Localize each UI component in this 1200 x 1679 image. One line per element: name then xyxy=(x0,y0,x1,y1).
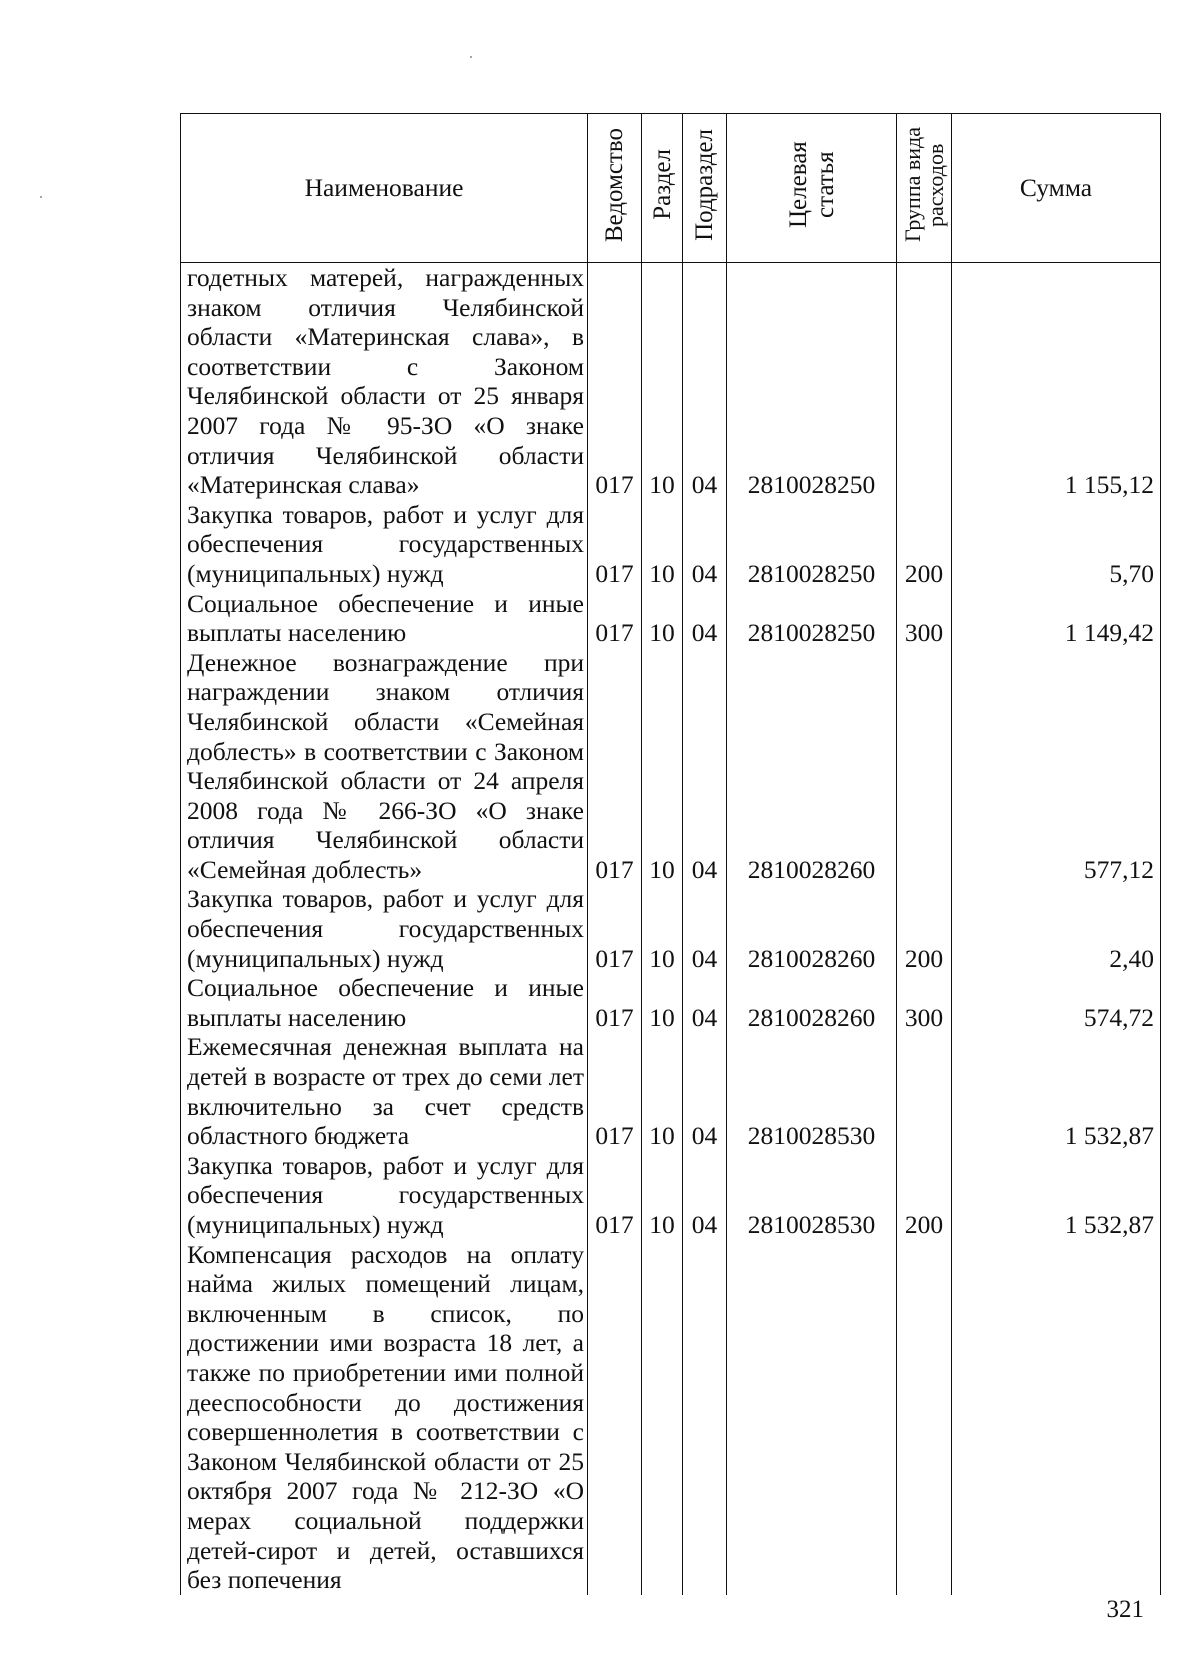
row-celevaya-cell: 2810028250 xyxy=(727,263,897,500)
row-summa-cell: 2,40 xyxy=(952,884,1161,973)
row-vedomstvo-cell: 017 xyxy=(588,263,642,500)
row-summa-cell: 1 532,87 xyxy=(952,1032,1161,1150)
table-row xyxy=(181,884,1161,973)
header-vedomstvo xyxy=(588,114,642,263)
row-podrazdel-cell: 04 xyxy=(683,884,727,973)
header-summa-label: Сумма xyxy=(1019,173,1093,203)
row-summa-cell: 1 155,12 xyxy=(952,263,1161,500)
row-name-cell: годетных матерей, награжденных знаком отличия Челябинской области «Материнская слава», в соответствии с Законом Челябинской области от 25 января 2007 года № 95-ЗО «О знаке отличия Челябинской области «Материнская слава» xyxy=(181,263,588,500)
row-celevaya-cell: 2810028260 xyxy=(727,973,897,1032)
row-razdel-cell: 10 xyxy=(642,648,683,885)
row-summa-cell: 1 149,42 xyxy=(952,589,1161,648)
row-celevaya-cell xyxy=(727,1240,897,1595)
row-razdel-cell: 10 xyxy=(642,500,683,589)
table-row xyxy=(181,500,1161,589)
row-gruppa-cell xyxy=(897,1032,952,1150)
table-row xyxy=(181,973,1161,1032)
row-celevaya-cell: 2810028530 xyxy=(727,1032,897,1150)
row-vedomstvo-cell: 017 xyxy=(588,648,642,885)
row-podrazdel-cell xyxy=(683,1240,727,1595)
header-gruppa xyxy=(897,114,952,263)
header-celevaya-label: Целевая статья xyxy=(784,141,839,229)
header-name xyxy=(181,114,588,263)
row-razdel-cell: 10 xyxy=(642,589,683,648)
header-summa xyxy=(952,114,1161,263)
row-gruppa-cell: 300 xyxy=(897,589,952,648)
row-gruppa-cell: 300 xyxy=(897,973,952,1032)
table-row xyxy=(181,263,1161,500)
row-summa-cell: 1 532,87 xyxy=(952,1151,1161,1240)
row-podrazdel-cell: 04 xyxy=(683,500,727,589)
row-summa-cell: 5,70 xyxy=(952,500,1161,589)
row-gruppa-cell xyxy=(897,648,952,885)
table-row xyxy=(181,1032,1161,1150)
row-podrazdel-cell: 04 xyxy=(683,1032,727,1150)
header-gruppa-label: Группа вида расходов xyxy=(900,127,948,243)
row-name-cell: Закупка товаров, работ и услуг для обеспечения государственных (муниципальных) нужд xyxy=(181,500,588,589)
row-gruppa-cell: 200 xyxy=(897,500,952,589)
table-row xyxy=(181,1240,1161,1595)
row-podrazdel-cell: 04 xyxy=(683,263,727,500)
row-summa-cell: 577,12 xyxy=(952,648,1161,885)
row-razdel-cell: 10 xyxy=(642,1151,683,1240)
row-vedomstvo-cell xyxy=(588,1240,642,1595)
row-razdel-cell: 10 xyxy=(642,973,683,1032)
row-name-cell: Денежное вознаграждение при награждении знаком отличия Челябинской области «Семейная доблесть» в соответствии с Законом Челябинской области от 24 апреля 2008 года № 266-ЗО «О знаке отличия Челябинской области «Семейная доблесть» xyxy=(181,648,588,885)
row-name-cell: Закупка товаров, работ и услуг для обеспечения государственных (муниципальных) нужд xyxy=(181,1151,588,1240)
table-row xyxy=(181,589,1161,648)
scan-speck xyxy=(470,56,472,58)
row-razdel-cell: 10 xyxy=(642,884,683,973)
row-razdel-cell xyxy=(642,1240,683,1595)
page-number: 321 xyxy=(1106,1596,1144,1623)
header-celevaya xyxy=(727,114,897,263)
row-celevaya-cell: 2810028530 xyxy=(727,1151,897,1240)
row-name-cell: Ежемесячная денежная выплата на детей в возрасте от трех до семи лет включительно за счет средств областного бюджета xyxy=(181,1032,588,1150)
row-vedomstvo-cell: 017 xyxy=(588,500,642,589)
header-podrazdel-label: Подраздел xyxy=(691,128,718,241)
row-summa-cell: 574,72 xyxy=(952,973,1161,1032)
row-vedomstvo-cell: 017 xyxy=(588,589,642,648)
row-celevaya-cell: 2810028260 xyxy=(727,884,897,973)
table-body xyxy=(181,263,1161,1595)
header-razdel-label: Раздел xyxy=(648,149,676,221)
row-celevaya-cell: 2810028260 xyxy=(727,648,897,885)
scan-speck xyxy=(40,196,42,198)
row-celevaya-cell: 2810028250 xyxy=(727,589,897,648)
row-name-cell: Социальное обеспечение и иные выплаты населению xyxy=(181,973,588,1032)
row-vedomstvo-cell: 017 xyxy=(588,973,642,1032)
row-podrazdel-cell: 04 xyxy=(683,648,727,885)
row-name-cell: Компенсация расходов на оплату найма жилых помещений лицам, включенным в список, по достижении ими возраста 18 лет, а также по приобретении ими полной дееспособности до достижения совершеннолетия в соответствии с Законом Челябинской области от 25 октября 2007 года № 212-ЗО «О мерах социальной поддержки детей-сирот и детей, оставшихся без попечения xyxy=(181,1240,588,1595)
row-razdel-cell: 10 xyxy=(642,263,683,500)
header-vedomstvo-label: Ведомство xyxy=(601,127,628,242)
table-row xyxy=(181,648,1161,885)
row-podrazdel-cell: 04 xyxy=(683,973,727,1032)
table-row xyxy=(181,1151,1161,1240)
row-gruppa-cell xyxy=(897,263,952,500)
table-header xyxy=(181,114,1161,263)
row-razdel-cell: 10 xyxy=(642,1032,683,1150)
row-vedomstvo-cell: 017 xyxy=(588,884,642,973)
row-name-cell: Закупка товаров, работ и услуг для обеспечения государственных (муниципальных) нужд xyxy=(181,884,588,973)
row-celevaya-cell: 2810028250 xyxy=(727,500,897,589)
header-name-label: Наименование xyxy=(304,173,464,203)
header-razdel xyxy=(642,114,683,263)
row-gruppa-cell: 200 xyxy=(897,884,952,973)
row-gruppa-cell xyxy=(897,1240,952,1595)
row-gruppa-cell: 200 xyxy=(897,1151,952,1240)
row-podrazdel-cell: 04 xyxy=(683,589,727,648)
row-vedomstvo-cell: 017 xyxy=(588,1151,642,1240)
header-podrazdel xyxy=(683,114,727,263)
row-podrazdel-cell: 04 xyxy=(683,1151,727,1240)
budget-table xyxy=(180,113,1161,1595)
row-vedomstvo-cell: 017 xyxy=(588,1032,642,1150)
row-summa-cell xyxy=(952,1240,1161,1595)
row-name-cell: Социальное обеспечение и иные выплаты населению xyxy=(181,589,588,648)
